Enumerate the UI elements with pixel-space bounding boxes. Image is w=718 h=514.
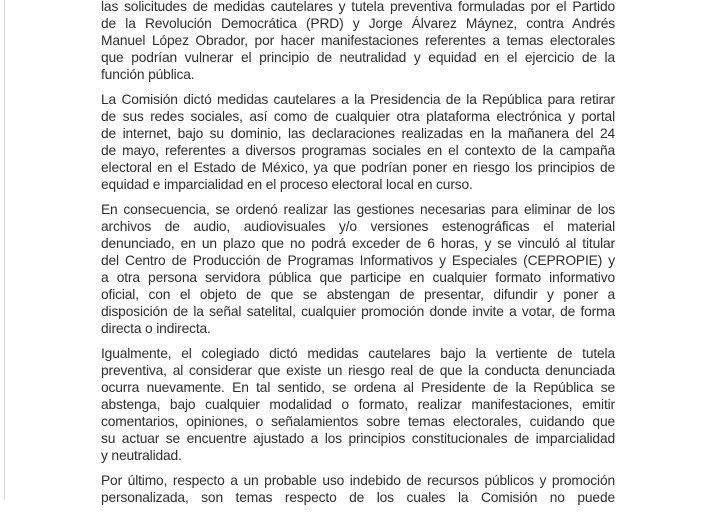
text-line: y neutralidad. (101, 448, 182, 463)
text-line: denunciado, en un plazo que no podrá exceder de 6 horas, y se vinculó al titular (101, 236, 615, 251)
text-line: electoral en el Estado de México, ya que podrían poner en riesgo los principios de (101, 160, 615, 175)
text-line: personalizada, son temas respecto de los cuales la Comisión no puede (101, 490, 615, 505)
paragraph (101, 201, 615, 337)
text-line: su actuar se encuentre ajustado a los principios constitucionales de imparcialidad (101, 431, 615, 446)
text-line: de mayo, referentes a diversos programas sociales en el contexto de la campaña (101, 143, 615, 158)
text-line: función pública. (101, 67, 195, 82)
text-line: abstenga, bajo cualquier modalidad o formato, realizar manifestaciones, emitir (101, 397, 615, 412)
document-text (101, 0, 615, 514)
text-line: ocurra nuevamente. En tal sentido, se ordena al Presidente de la República se (101, 380, 615, 395)
text-line: Igualmente, el colegiado dictó medidas cautelares bajo la vertiente de tutela (101, 346, 615, 361)
text-line: de la Revolución Democrática (PRD) y Jorge Álvarez Máynez, contra Andrés (101, 16, 615, 31)
paragraph (101, 91, 615, 193)
paragraph (101, 345, 615, 464)
text-line: de internet, bajo su dominio, las declaraciones realizadas en la mañanera del 24 (101, 126, 615, 141)
text-line: oficial, con el objeto de que se abstengan de presentar, difundir y poner a (101, 287, 615, 302)
text-line: las solicitudes de medidas cautelares y tutela preventiva formuladas por el Partido (101, 0, 615, 14)
text-line: equidad e imparcialidad en el proceso electoral local en curso. (101, 177, 473, 192)
text-line: En consecuencia, se ordenó realizar las gestiones necesarias para eliminar de los (101, 202, 615, 217)
text-line: preventiva, al considerar que existe un riesgo real de que la conducta denunciada (101, 363, 615, 378)
text-line: comentarios, opiniones, o señalamientos sobre temas electorales, cuidando que (101, 414, 615, 429)
paragraph (101, 0, 615, 83)
paragraph (101, 472, 615, 506)
text-line: a otra persona servidora pública que participe en cualquier formato informativo (101, 270, 615, 285)
text-line: disposición de la señal satelital, cualquier promoción donde invite a votar, de forma (101, 304, 615, 319)
text-line: de sus redes sociales, así como de cualquier otra plataforma electrónica y portal (101, 109, 615, 124)
text-line: del Centro de Producción de Programas Informativos y Especiales (CEPROPIE) y (101, 253, 615, 268)
text-line: Manuel López Obrador, por hacer manifestaciones referentes a temas electorales (101, 33, 615, 48)
text-line: que podrían vulnerar el principio de neutralidad y equidad en el ejercicio de la (101, 50, 615, 65)
text-line: directa o indirecta. (101, 321, 211, 336)
page-edge-rule (4, 0, 5, 500)
text-line: Por último, respecto a un probable uso indebido de recursos públicos y promoción (101, 473, 615, 488)
text-line: La Comisión dictó medidas cautelares a la Presidencia de la República para retirar (101, 92, 615, 107)
text-line: archivos de audio, audiovisuales y/o versiones estenográficas el material (101, 219, 615, 234)
